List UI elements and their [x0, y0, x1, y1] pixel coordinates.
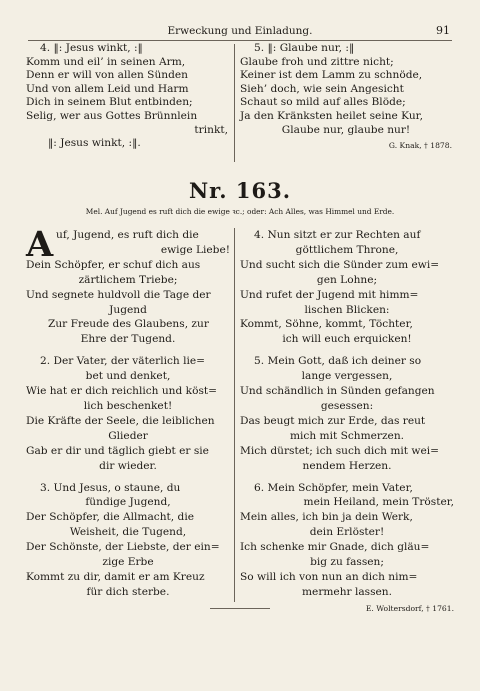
verse-line: mermehr lassen.	[302, 585, 392, 598]
hymn-author: E. Woltersdorf, † 1761.	[365, 603, 454, 613]
verse-line: nendem Herzen.	[302, 459, 392, 472]
verse-line: Ehre der Tugend.	[80, 333, 176, 346]
verse-line: trinkt,	[194, 123, 228, 136]
verse-line: 5. Mein Gott, daß ich deiner so	[254, 355, 422, 368]
verse-line: ewige Liebe!	[160, 243, 230, 256]
verse-line: Komm und eil’ in seinen Arm,	[26, 55, 186, 68]
hymn-author: G. Knak, † 1878.	[388, 141, 452, 151]
verse-line: dein Erlöster!	[309, 526, 385, 539]
verse-line: Mein alles, ich bin ja dein Werk,	[240, 511, 413, 524]
verse-line: lich beschenket!	[83, 399, 173, 412]
verse-line: lange vergessen,	[301, 370, 393, 383]
verse-line: ‖: Jesus winkt, :‖.	[48, 137, 141, 150]
verse-line: 5. ‖: Glaube nur, :‖	[254, 42, 355, 54]
drop-cap: A	[26, 224, 54, 265]
verse-3	[26, 481, 230, 600]
verse-line: bet und denket,	[85, 370, 171, 383]
verse-line: Wie hat er dich reichlich und köst=	[26, 385, 218, 398]
verse-4	[240, 228, 454, 347]
verse-line: göttlichem Throne,	[295, 243, 399, 256]
verse-line: Ich schenke mir Gnade, dich gläu=	[240, 541, 430, 554]
verse-line: für dich sterbe.	[86, 585, 170, 598]
verse-line: Sieh’ doch, wie sein Angesicht	[240, 82, 404, 95]
verse-line: fündige Jugend,	[85, 496, 171, 509]
verse-line: Kommt zu dir, damit er am Kreuz	[26, 570, 205, 583]
verse-line: Zur Freude des Glaubens, zur	[48, 318, 209, 331]
verse-line: Weisheit, die Tugend,	[69, 526, 187, 539]
verse-line: Das beugt mich zur Erde, das reut	[240, 414, 426, 427]
verse-line: Glaube nur, glaube nur!	[281, 123, 411, 136]
running-header	[28, 24, 452, 41]
verse-line: Glieder	[108, 429, 148, 442]
verse-line: Und rufet der Jugend mit himm=	[240, 288, 419, 301]
verse-line: 6. Mein Schöpfer, mein Vater,	[254, 481, 413, 494]
verse-line: Selig, wer aus Gottes Brünnlein	[26, 109, 198, 122]
verse-line: Und sucht sich die Sünder zum ewi=	[240, 258, 440, 271]
verse-line: uf, Jugend, es ruft dich die	[56, 229, 199, 241]
verse-line: Mich dürstet; ich such dich mit wei=	[240, 444, 440, 457]
verse-line: Denn er will von allen Sünden	[26, 69, 188, 82]
end-rule	[210, 608, 270, 609]
verse-line: Gab er dir und täglich giebt er sie	[26, 444, 209, 457]
verse-line: Jugend	[109, 303, 147, 316]
verse-line: gen Lohne;	[316, 273, 378, 286]
verse-line: dir wieder.	[99, 459, 157, 472]
verse-line: lischen Blicken:	[304, 303, 390, 316]
verse-line: Und segnete huldvoll die Tage der	[26, 288, 211, 301]
verse-line: Dich in seinem Blut entbinden;	[26, 96, 193, 109]
prev-hymn-verse-4	[26, 42, 228, 151]
verse-line: Schaut so mild auf alles Blöde;	[240, 96, 406, 109]
section-title: Erweckung und Einladung.	[167, 25, 313, 37]
verse-2	[26, 354, 230, 473]
verse-line: Dein Schöpfer, er schuf dich aus	[26, 258, 201, 271]
verse-6	[240, 481, 454, 617]
verse-line: 2. Der Vater, der väterlich lie=	[40, 355, 206, 368]
verse-line: zärtlichem Triebe;	[78, 273, 178, 286]
hymn-right-column	[240, 228, 454, 617]
verse-line: Glaube froh und zittre nicht;	[240, 55, 394, 68]
verse-line: Ja den Kränksten heilet seine Kur,	[240, 109, 423, 122]
verse-line: gesessen:	[320, 399, 374, 412]
verse-line: mich mit Schmerzen.	[289, 429, 405, 442]
prev-hymn-verse-5	[240, 42, 452, 153]
verse-5	[240, 354, 454, 473]
verse-line: Der Schöpfer, die Allmacht, die	[26, 511, 194, 524]
page-number: 91	[436, 24, 450, 37]
verse-1	[26, 224, 230, 347]
verse-line: Die Kräfte der Seele, die leiblichen	[26, 414, 215, 427]
hymn-number: Nr. 163.	[188, 178, 292, 203]
melody-note: Mel. Auf Jugend es ruft dich die ewige ꝛc.; oder: Ach Alles, was Himmel und Erde.	[85, 207, 395, 216]
verse-line: mein Heiland, mein Tröster,	[303, 496, 454, 509]
verse-line: Und von allem Leid und Harm	[26, 82, 189, 95]
column-divider	[234, 44, 235, 162]
verse-line: Der Schönste, der Liebste, der ein=	[26, 541, 220, 554]
verse-line: zige Erbe	[102, 556, 154, 569]
verse-line: 4. ‖: Jesus winkt, :‖	[40, 42, 143, 54]
verse-line: Keiner ist dem Lamm zu schnöde,	[240, 69, 423, 82]
hymn-left-column	[26, 224, 230, 600]
verse-line: So will ich von nun an dich nim=	[240, 570, 418, 583]
verse-line: Und schändlich in Sünden gefangen	[240, 385, 435, 398]
verse-line: ich will euch erquicken!	[282, 333, 412, 346]
verse-line: big zu fassen;	[310, 556, 384, 569]
verse-line: 3. Und Jesus, o staune, du	[40, 481, 181, 494]
column-divider	[234, 228, 235, 602]
verse-line: 4. Nun sitzt er zur Rechten auf	[254, 229, 421, 241]
verse-line: Kommt, Söhne, kommt, Töchter,	[240, 318, 413, 331]
